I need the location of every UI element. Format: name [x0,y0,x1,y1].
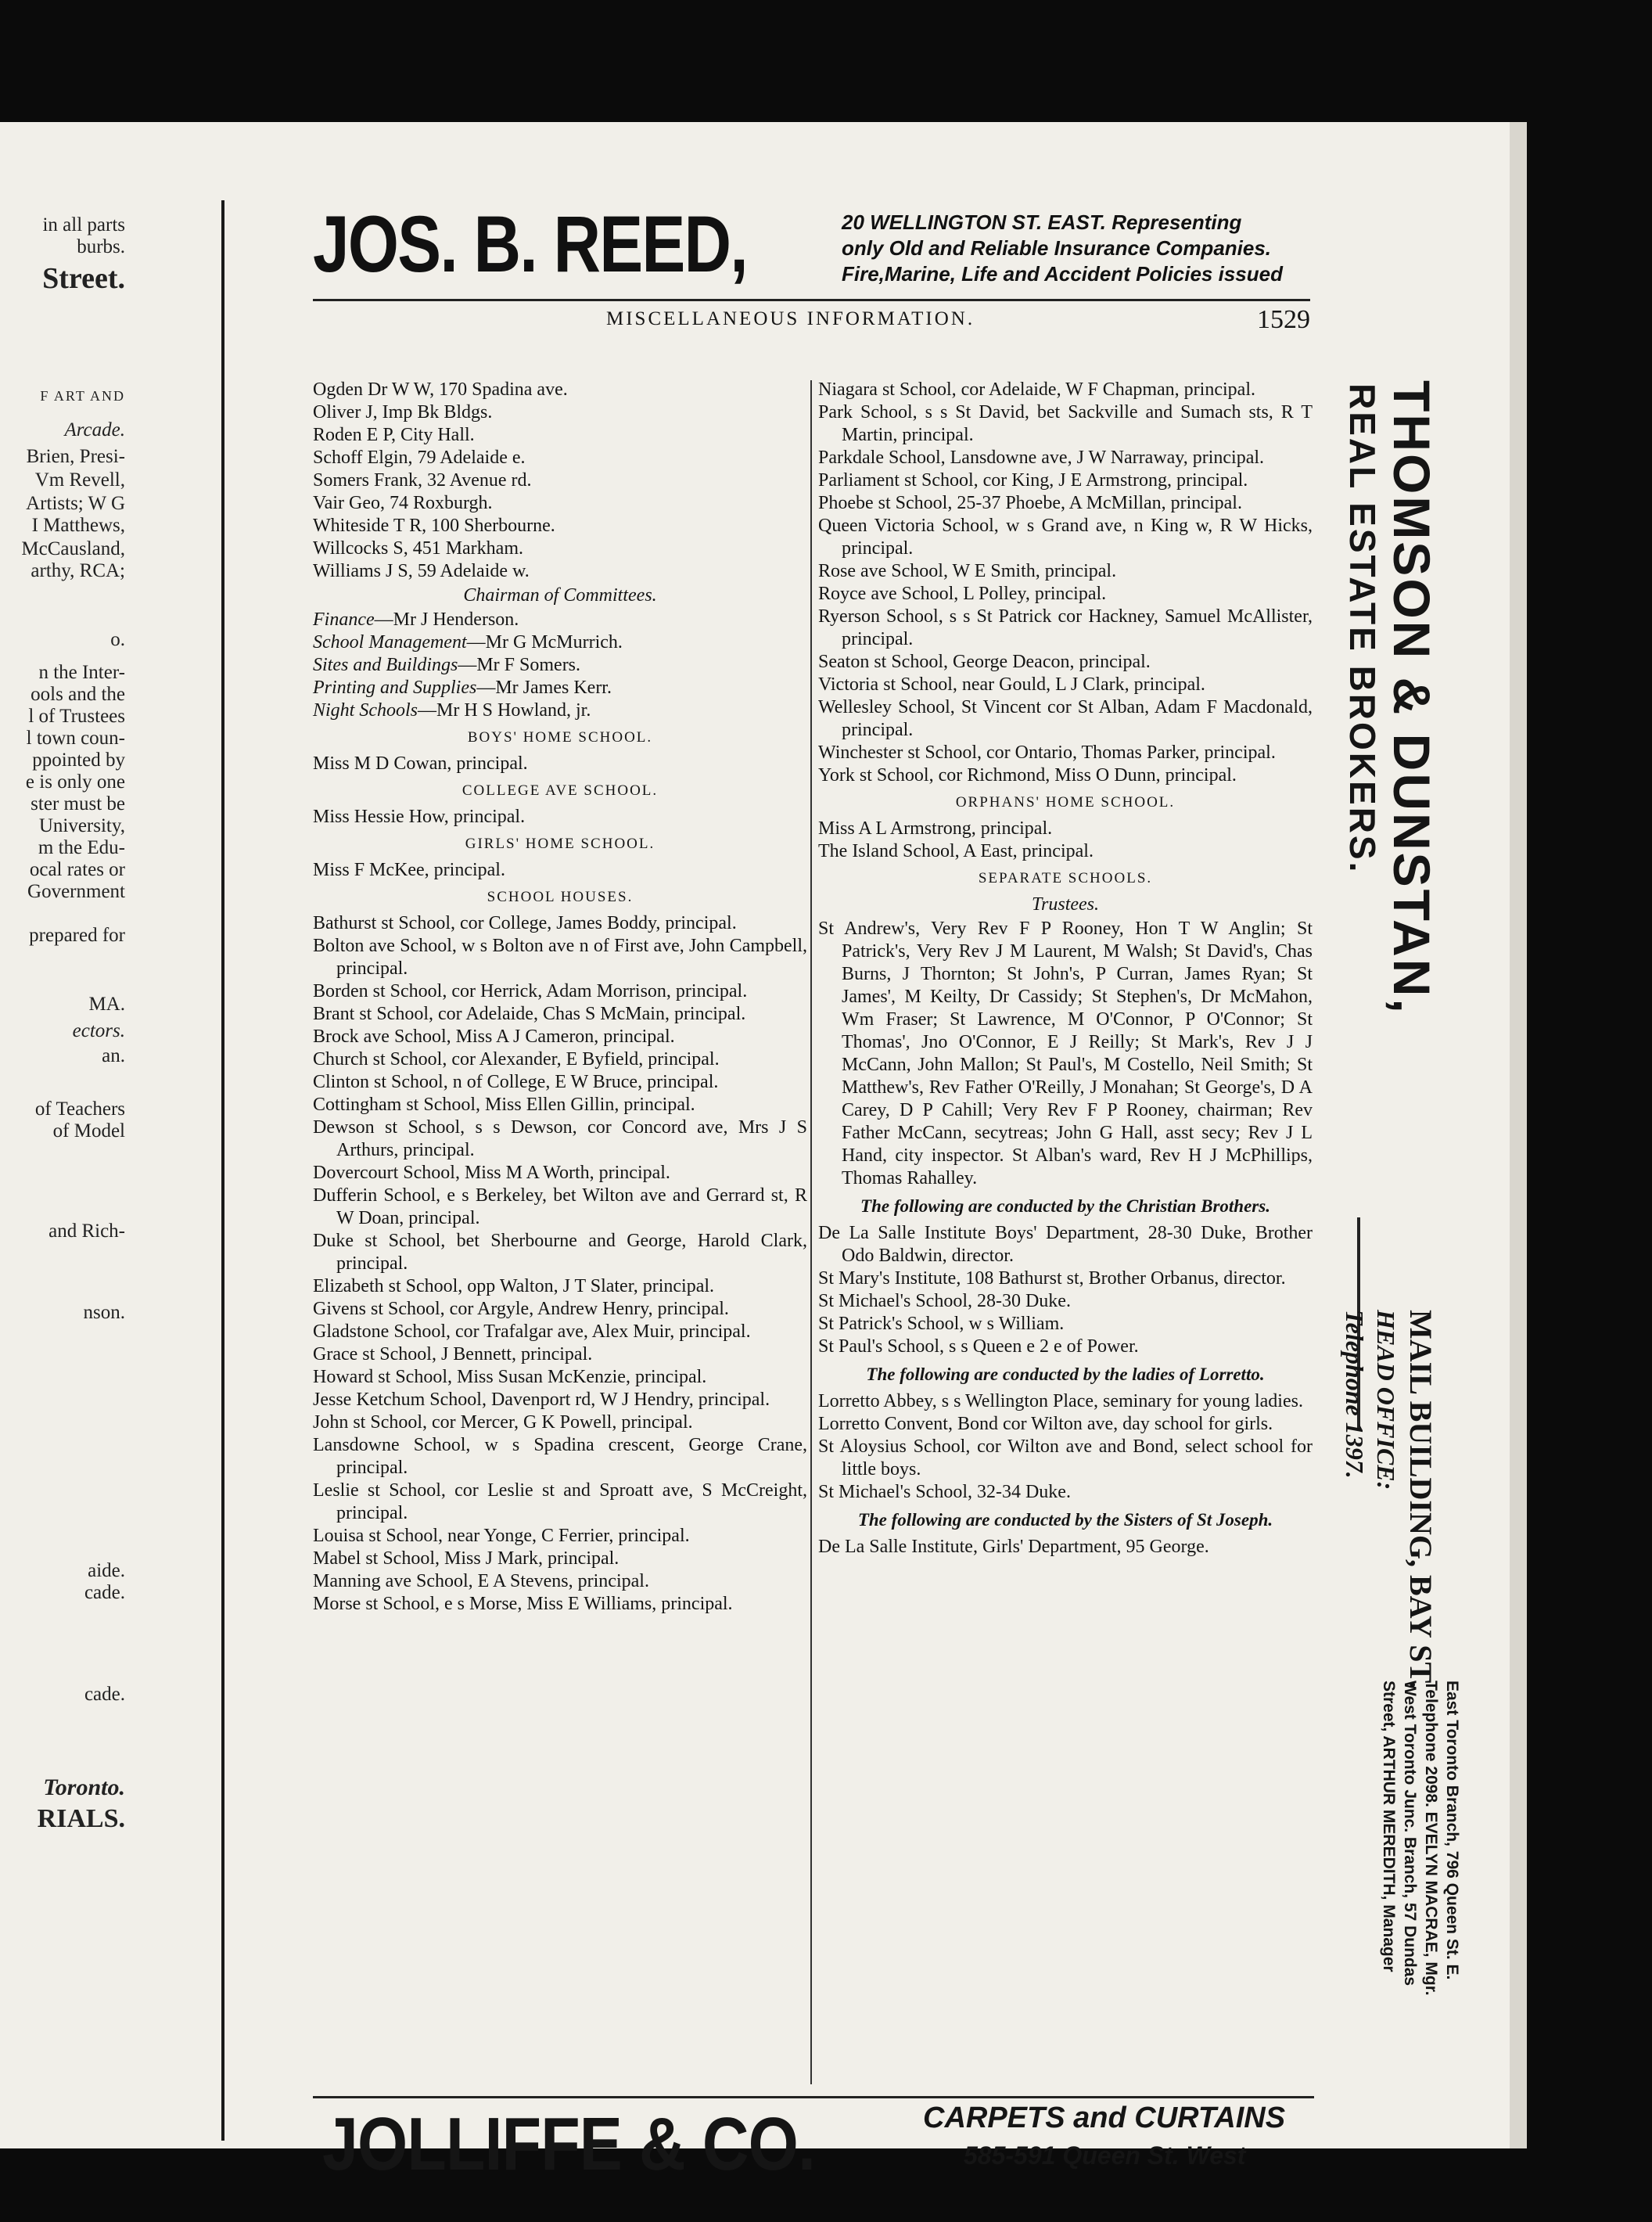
side-ad-address: MAIL BUILDING, BAY ST. [1403,1310,1438,1689]
page-edge [1510,122,1527,2148]
directory-entry: Givens st School, cor Argyle, Andrew Henry, principal. [313,1299,729,1319]
directory-entry: Borden st School, cor Herrick, Adam Morrison, principal. [313,981,748,1001]
prev-page-line: an. [102,1045,125,1066]
directory-entry: Miss Hessie How, principal. [313,807,526,827]
prev-page-line: Vm Revell, [34,469,125,491]
prev-page-line: of Teachers [34,1098,125,1120]
directory-entry: Schoff Elgin, 79 Adelaide e. [313,448,526,468]
reed-ad-tagline [842,210,1327,287]
page-number: 1529 [1257,305,1310,334]
conducted-by-heading: The following are conducted by the ladies of Lorretto. [866,1364,1265,1384]
prev-page-line: ectors. [72,1020,125,1041]
section-heading: SEPARATE SCHOOLS. [978,870,1153,886]
conducted-by-heading: The following are conducted by the Sisters of St Joseph. [857,1510,1273,1530]
directory-entry: Lorretto Abbey, s s Wellington Place, seminary for young ladies. [818,1391,1303,1411]
jolliffe-ad [313,2102,1314,2203]
directory-entry: Niagara st School, cor Adelaide, W F Chapman, principal. [818,379,1255,400]
subsection-heading: Chairman of Committees. [463,585,657,606]
directory-entry: Somers Frank, 32 Avenue rd. [313,470,532,491]
committee-chairman [313,654,807,677]
prev-page-line: Arcade. [64,419,125,440]
directory-entry: Cottingham st School, Miss Ellen Gillin, principal. [313,1095,695,1115]
prev-page-line: MA. [88,994,125,1015]
prev-page-line: arthy, RCA; [31,560,125,581]
committee-name: Night Schools [313,700,418,721]
directory-entry: Victoria st School, near Gould, L J Clark, principal. [818,674,1205,695]
prev-page-line: o. [110,629,125,650]
committee-name: Finance [313,609,375,630]
prev-page-line: Brien, Presi- [26,446,125,467]
directory-entry: Willcocks S, 451 Markham. [313,538,523,559]
jolliffe-ad-tagline [923,2102,1314,2170]
branch-line: Telephone 2098. EVELYN MACRAE, Mgr. [1422,1681,1440,1996]
page-header [313,305,1310,340]
header-rule [313,299,1310,301]
directory-entry: Bolton ave School, w s Bolton ave n of First ave, John Campbell, principal. [313,936,807,979]
committee-chairman [313,631,807,654]
prev-page-line: Artists; W G [26,493,125,514]
side-ad-head-office: HEAD OFFICE: [1372,1310,1400,1490]
reed-tagline-line: only Old and Reliable Insurance Companies. [842,236,1272,260]
prev-page-line: of Model [52,1120,125,1142]
directory-entry: Roden E P, City Hall. [313,425,475,445]
prev-page-line: cade. [84,1582,125,1603]
directory-entry: Howard st School, Miss Susan McKenzie, principal. [313,1367,707,1387]
chairman-name: —Mr James Kerr. [476,678,612,698]
branches-ad [1369,1681,1463,2087]
prev-page-line: Toronto. [43,1774,125,1800]
directory-entry: The Island School, A East, principal. [818,841,1094,861]
directory-entry: John st School, cor Mercer, G K Powell, principal. [313,1412,693,1433]
directory-entry: Rose ave School, W E Smith, principal. [818,561,1117,581]
prev-page-line: University, [38,815,125,836]
prev-page-line: McCausland, [21,538,125,559]
directory-entry: Oliver J, Imp Bk Bldgs. [313,402,493,422]
directory-entry: Church st School, cor Alexander, E Byfield, principal. [313,1049,720,1070]
directory-entry: Royce ave School, L Polley, principal. [818,584,1107,604]
directory-entry: De La Salle Institute Boys' Department, 28-30 Duke, Brother Odo Baldwin, director. [818,1223,1313,1266]
directory-entry: St Michael's School, 28-30 Duke. [818,1291,1071,1311]
directory-entry: Parkdale School, Lansdowne ave, J W Narraway, principal. [818,448,1265,468]
prev-page-line: l of Trustees [28,706,125,727]
directory-entry: Mabel st School, Miss J Mark, principal. [313,1548,620,1569]
subsection-heading: Trustees. [1031,894,1099,915]
prev-page-line: RIALS. [37,1804,125,1833]
prev-page-line: burbs. [77,236,125,257]
directory-entry: Dufferin School, e s Berkeley, bet Wilton ave and Gerrard st, R W Doan, principal. [313,1185,807,1228]
directory-entry: Ryerson School, s s St Patrick cor Hackney, Samuel McAllister, principal. [818,606,1313,649]
head-office-ad [1330,1310,1439,1701]
section-heading: GIRLS' HOME SCHOOL. [465,836,655,852]
prev-page-line: aide. [88,1560,125,1581]
jolliffe-ad-name: JOLLIFFE & CO. [322,2102,816,2186]
directory-entry: Duke st School, bet Sherbourne and George, Harold Clark, principal. [313,1231,807,1274]
directory-entry: Lansdowne School, w s Spadina crescent, George Crane, principal. [313,1435,807,1478]
directory-entry: Queen Victoria School, w s Grand ave, n King w, R W Hicks, principal. [818,516,1313,559]
reed-tagline-line: Fire,Marine, Life and Accident Policies issued [842,262,1283,286]
prev-page-line: n the Inter- [38,662,125,683]
column-divider [810,380,812,2084]
page-title: MISCELLANEOUS INFORMATION. [606,308,975,329]
directory-entry: Miss M D Cowan, principal. [313,753,528,774]
directory-entry: St Paul's School, s s Queen e 2 e of Power. [818,1336,1139,1357]
directory-entry: St Mary's Institute, 108 Bathurst st, Brother Orbanus, director. [818,1268,1286,1289]
directory-entry: Miss A L Armstrong, principal. [818,818,1053,839]
section-heading: SCHOOL HOUSES. [487,889,634,905]
left-column [313,379,807,1616]
directory-entry: Wellesley School, St Vincent cor St Alban, Adam F Macdonald, principal. [818,697,1313,740]
chairman-name: —Mr G McMurrich. [466,632,623,653]
directory-entry: Brock ave School, Miss A J Cameron, principal. [313,1027,675,1047]
directory-entry: Miss F McKee, principal. [313,860,505,880]
directory-entry: Manning ave School, E A Stevens, principal. [313,1571,649,1591]
head-office-text [1330,1310,1439,1701]
prev-page-line: l town coun- [26,728,125,749]
section-heading: BOYS' HOME SCHOOL. [467,729,653,746]
directory-entry: Parliament st School, cor King, J E Armstrong, principal. [818,470,1248,491]
directory-entry: St Patrick's School, w s William. [818,1314,1065,1334]
committee-chairman [313,677,807,699]
branches-text [1369,1681,1463,2087]
footer-rule [313,2096,1314,2098]
prev-page-line: ocal rates or [29,859,125,880]
chairman-name: —Mr F Somers. [458,655,581,675]
section-heading: ORPHANS' HOME SCHOOL. [955,794,1176,811]
committee-chairman [313,609,807,631]
directory-entry: Park School, s s St David, bet Sackville and Sumach sts, R T Martin, principal. [818,402,1313,445]
directory-entry: Bathurst st School, cor College, James Boddy, principal. [313,913,737,933]
prev-page-line: F ART AND [40,388,125,404]
directory-entry: Whiteside T R, 100 Sherbourne. [313,516,555,536]
prev-page-line: ppointed by [32,750,125,771]
prev-page-line: cade. [84,1684,125,1705]
directory-entry: York st School, cor Richmond, Miss O Dunn, principal. [818,765,1237,786]
side-ad-name: THOMSON & DUNSTAN, [1383,380,1441,1016]
directory-entry: St Andrew's, Very Rev F P Rooney, Hon T W Anglin; St Patrick's, Very Rev J M Laurent, M Walsh; St David's, Chas Burns, J Thornton; St John's, P Curran, James Ryan; St James', M Keilty, Dr Cassidy; St Stephen's, Dr McMahon, Wm Fraser; St Lawrence, M O'Connor, P O'Connor; St Thomas', Jno O'Connor, E J Reilly; St Mark's, Rev J J McCann, John Mallon; St Paul's, M Costello, Neil Smith; St Matthew's, Rev Father O'Reilly, J Monahan; St George's, D A Carey, D P Cahill; Very Rev F P Rooney, chairman; Rev Father McCann, secytreas; John G Hall, asst secy; Rev J L Hand, city inspector. St Alban's ward, Rev H J McPhillips, Thomas Rahalley. [818,919,1313,1188]
prev-page-line: Street. [42,262,125,295]
prev-page-line: and Rich- [48,1221,125,1242]
directory-entry: Clinton st School, n of College, E W Bruce, principal. [313,1072,719,1092]
directory-entry: Morse st School, e s Morse, Miss E Williams, principal. [313,1594,733,1614]
prev-page-line: I Matthews, [31,515,125,536]
conducted-by-heading: The following are conducted by the Christian Brothers. [860,1196,1270,1216]
adjacent-page-fragment [0,122,125,2148]
directory-entry: St Michael's School, 32-34 Duke. [818,1482,1071,1502]
page-gutter [221,200,224,2141]
directory-entry: Gladstone School, cor Trafalgar ave, Alex Muir, principal. [313,1321,751,1342]
directory-entry: Lorretto Convent, Bond cor Wilton ave, day school for girls. [818,1414,1273,1434]
directory-entry: Elizabeth st School, opp Walton, J T Slater, principal. [313,1276,715,1296]
committee-chairman [313,699,807,722]
directory-entry: Louisa st School, near Yonge, C Ferrier, principal. [313,1526,690,1546]
prev-page-line: prepared for [29,925,125,946]
directory-entry: Grace st School, J Bennett, principal. [313,1344,593,1364]
directory-entry: Ogden Dr W W, 170 Spadina ave. [313,379,568,400]
directory-entry: Dewson st School, s s Dewson, cor Concord ave, Mrs J S Arthurs, principal. [313,1117,807,1160]
directory-entry: Winchester st School, cor Ontario, Thomas Parker, principal. [818,742,1276,763]
prev-page-line: e is only one [25,771,125,793]
directory-entry: Jesse Ketchum School, Davenport rd, W J Hendry, principal. [313,1390,770,1410]
branch-line: West Toronto Junc. Branch, 57 Dundas [1401,1681,1419,1986]
prev-page-line: nson. [83,1302,125,1323]
right-column [818,379,1313,1559]
directory-entry: Brant st School, cor Adelaide, Chas S McMain, principal. [313,1004,746,1024]
branch-line: East Toronto Branch, 796 Queen St. E. [1443,1681,1461,1980]
committee-name: Sites and Buildings [313,655,458,675]
directory-entry: De La Salle Institute, Girls' Department, 95 George. [818,1537,1209,1557]
committee-name: Printing and Supplies [313,678,477,698]
chairman-name: —Mr H S Howland, jr. [418,700,591,721]
branch-line: Street, ARTHUR MEREDITH, Manager [1380,1681,1398,1972]
prev-page-line: in all parts [42,214,125,236]
prev-page-line: Government [27,881,125,902]
prev-page-line: ster must be [31,793,125,814]
prev-page-line: m the Edu- [38,837,125,858]
side-ad-telephone: Telephone 1397. [1341,1310,1369,1479]
committee-name: School Management [313,632,467,653]
directory-entry: Leslie st School, cor Leslie st and Sproatt ave, S McCreight, principal. [313,1480,807,1523]
directory-entry: Dovercourt School, Miss M A Worth, principal. [313,1163,670,1183]
reed-ad-name: JOS. B. REED, [313,200,748,289]
reed-tagline-line: 20 WELLINGTON ST. EAST. Representing [842,210,1242,234]
directory-entry: Seaton st School, George Deacon, principal. [818,652,1151,672]
directory-entry: Williams J S, 59 Adelaide w. [313,561,530,581]
directory-page [0,122,1510,2186]
jolliffe-tagline-2: 585-591 Queen St. West [964,2141,1246,2170]
chairman-name: —Mr J Henderson. [374,609,519,630]
directory-entry: Phoebe st School, 25-37 Phoebe, A McMillan, principal. [818,493,1242,513]
side-ad-subtitle: REAL ESTATE BROKERS. [1342,383,1383,875]
jolliffe-tagline-1: CARPETS and CURTAINS [923,2102,1286,2134]
prev-page-line: ools and the [31,684,125,705]
directory-entry: Vair Geo, 74 Roxburgh. [313,493,493,513]
directory-entry: St Aloysius School, cor Wilton ave and Bond, select school for little boys. [818,1436,1313,1480]
section-heading: COLLEGE AVE SCHOOL. [461,782,659,799]
